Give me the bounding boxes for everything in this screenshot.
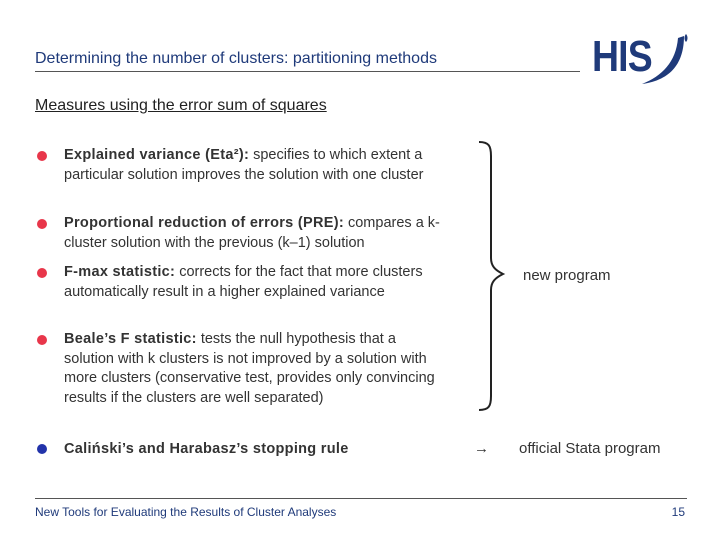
list-item-beale [64, 330, 444, 408]
header-divider [35, 71, 580, 72]
new-program-label: new program [523, 267, 611, 284]
item-description: compares a k-cluster solution with the previous (k–1) solution [64, 215, 440, 251]
footer-divider [35, 498, 687, 499]
footer-text: New Tools for Evaluating the Results of Cluster Analyses [35, 505, 337, 519]
item-term: Proportional reduction of errors (PRE): [64, 215, 344, 231]
bullet-icon [37, 444, 47, 454]
item-description: tests the null hypothesis that a solution with k clusters is not improved by a solution with more clusters (conservative test, provides only convincing results if the clusters are well separated) [64, 331, 435, 406]
list-item-explained-variance [64, 146, 464, 185]
his-logo [592, 32, 688, 88]
bullet-icon [37, 268, 47, 278]
right-brace-icon [475, 140, 515, 412]
slide-title: Determining the number of clusters: partitioning methods [35, 50, 437, 67]
list-item-calinski [64, 440, 464, 460]
logo-text: HIS [592, 32, 652, 81]
official-program-label: official Stata program [519, 440, 661, 457]
page-number: 15 [671, 505, 685, 519]
bullet-icon [37, 219, 47, 229]
arrow-right-icon: → [474, 440, 489, 457]
bullet-icon [37, 151, 47, 161]
logo-swoosh-icon [592, 32, 688, 88]
section-heading: Measures using the error sum of squares [35, 97, 327, 114]
list-item-f-max [64, 263, 424, 302]
item-description: corrects for the fact that more clusters automatically result in a higher explained variance [64, 264, 423, 300]
item-term: Explained variance (Eta²): [64, 147, 250, 163]
list-item-pre [64, 214, 464, 253]
item-description: specifies to which extent a particular solution improves the solution with one cluster [64, 147, 424, 183]
item-term: Caliński’s and Harabasz’s stopping rule [64, 441, 349, 457]
bullet-icon [37, 335, 47, 345]
item-term: F-max statistic: [64, 264, 176, 280]
item-term: Beale’s F statistic: [64, 331, 197, 347]
